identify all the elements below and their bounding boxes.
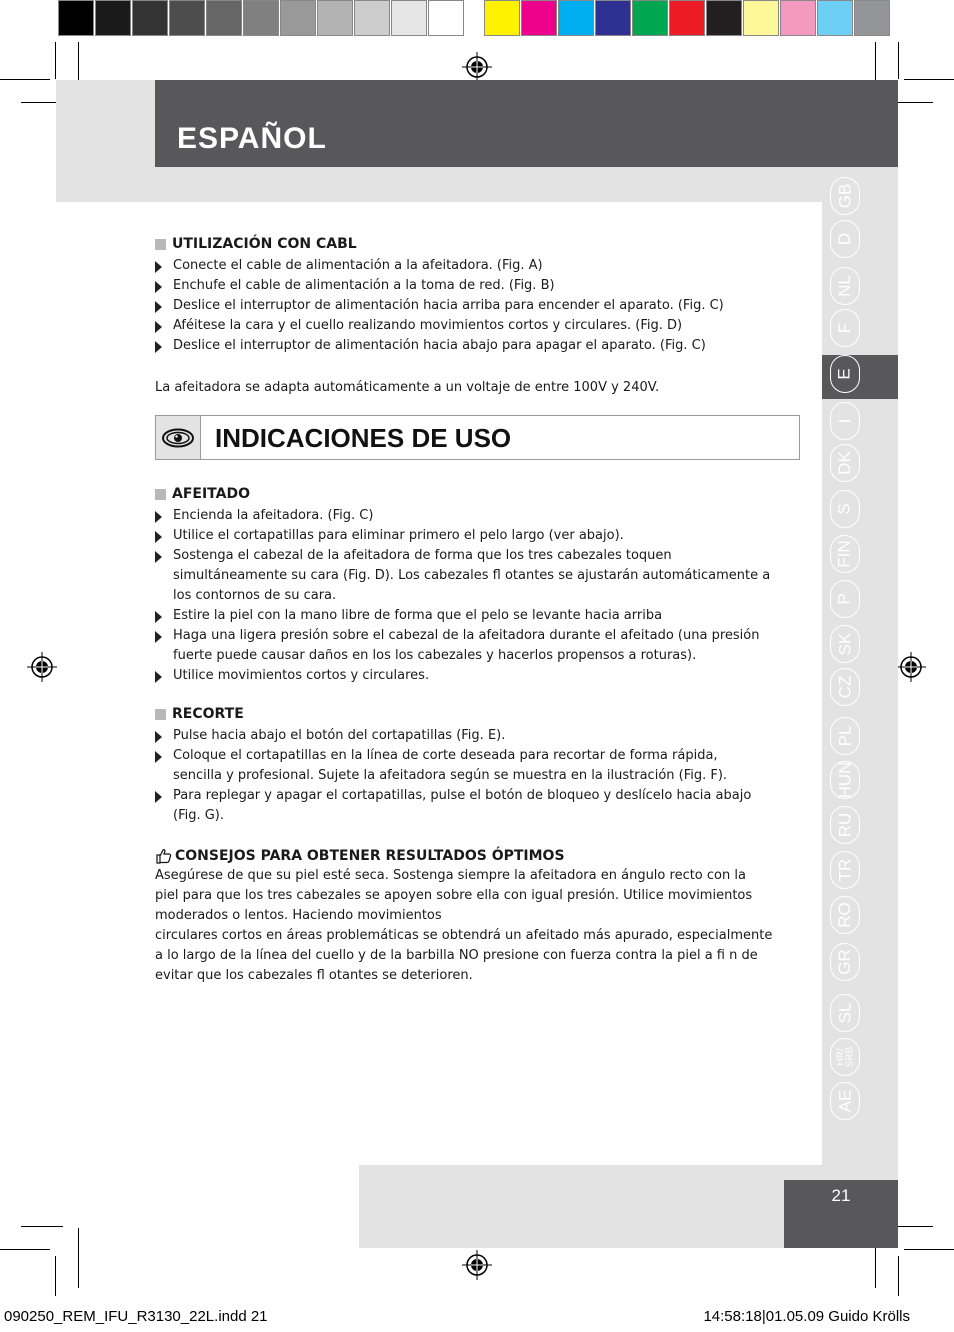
usage-heading: INDICACIONES DE USO [215,422,512,453]
color-swatch [132,0,168,36]
grey-color-bar [58,0,465,38]
list-item: Encienda la afeitadora. (Fig. C) [155,506,775,526]
list-item: Coloque el cortapatillas en la línea de corte deseada para recortar de forma rápida, sencilla y profesional. Sujete la afeitadora según se muestra en la ilustración (Fig. F). [155,746,765,786]
footer-timestamp: 14:58:18|01.05.09 Guido Krölls [703,1308,910,1325]
color-swatch [632,0,668,36]
language-tab-e: E [830,355,860,393]
crop-mark [55,42,56,79]
crop-mark [0,1249,50,1250]
color-swatch [280,0,316,36]
square-bullet-icon [155,489,166,500]
eye-icon [156,416,201,459]
color-swatch [391,0,427,36]
voltage-note: La afeitadora se adapta automáticamente a un voltaje de entre 100V y 240V. [155,380,660,395]
main-content [155,234,800,986]
color-swatch [243,0,279,36]
process-color-bar [484,0,891,38]
list-item: Pulse hacia abajo el botón del cortapatillas (Fig. E). [155,726,765,746]
trim-steps-list [155,726,765,826]
language-tab-i: I [830,402,860,440]
tips-line: moderados o lentos. Haciendo movimientos [155,908,442,923]
color-swatch [706,0,742,36]
color-swatch [558,0,594,36]
list-item: Estire la piel con la mano libre de forma que el pelo se levante hacia arriba [155,606,775,626]
language-tab-nl: NL [830,267,860,305]
section-heading-trim: RECORTE [155,704,800,724]
language-tab-dk: DK [830,444,860,482]
list-item: Enchufe el cable de alimentación a la toma de red. (Fig. B) [155,276,800,296]
color-swatch [743,0,779,36]
list-item: Conecte el cable de alimentación a la afeitadora. (Fig. A) [155,256,800,276]
language-tab-hun: HUN [830,761,860,799]
language-tab-sl: SL [830,994,860,1032]
usage-heading-box [155,415,800,460]
square-bullet-icon [155,709,166,720]
color-swatch [95,0,131,36]
crop-mark [21,1226,63,1227]
color-swatch [854,0,890,36]
color-swatch [595,0,631,36]
language-tab-p: P [830,580,860,618]
list-item: Sostenga el cabezal de la afeitadora de forma que los tres cabezales toquen simultáneamente su cara (Fig. D). Los cabezales fl otantes se ajustarán automáticamente a los contornos de su cara. [155,546,775,606]
language-tab-sk: SK [830,625,860,663]
color-swatch [206,0,242,36]
color-swatch [521,0,557,36]
language-tab-hr-srb: HR/ SRB [830,1038,860,1076]
crop-mark [904,79,954,80]
registration-mark-icon [462,1250,492,1280]
tips-line: circulares cortos en áreas problemáticas se obtendrá un afeitado más apurado, especialmente [155,928,773,943]
language-tab-f: F [830,309,860,347]
language-tab-ae: AE [830,1082,860,1120]
tips-line: Asegúrese de que su piel esté seca. Sostenga siempre la afeitadora en ángulo recto con la [155,868,746,883]
section-heading-cable: UTILIZACIÓN CON CABL [155,234,800,254]
language-tab-gb: GB [830,177,860,215]
language-tab-cz: CZ [830,668,860,706]
registration-mark-icon [462,52,492,82]
list-item: Deslice el interruptor de alimentación hacia abajo para apagar el aparato. (Fig. C) [155,336,800,356]
color-swatch [354,0,390,36]
list-item: Aféitese la cara y el cuello realizando movimientos cortos y circulares. (Fig. D) [155,316,800,336]
footer-file-info: 090250_REM_IFU_R3130_22L.indd 21 [4,1308,268,1325]
color-swatch [317,0,353,36]
color-swatch [669,0,705,36]
language-tab-tr: TR [830,851,860,889]
language-tab-s: S [830,490,860,528]
tips-line: evitar que los cabezales fl otantes se deterioren. [155,968,473,983]
crop-mark [898,42,899,79]
list-item: Utilice movimientos cortos y circulares. [155,666,775,686]
title-band [155,80,898,167]
list-item: Deslice el interruptor de alimentación hacia arriba para encender el aparato. (Fig. C) [155,296,800,316]
tips-line: piel para que los tres cabezales se apoyen sobre ella con igual presión. Utilice movimientos [155,888,753,903]
language-tab-ro: RO [830,896,860,934]
language-tab-ru: RU [830,806,860,844]
color-swatch [780,0,816,36]
thumbs-up-icon [155,848,173,864]
registration-mark-icon [27,652,57,682]
color-swatch [58,0,94,36]
color-swatch [817,0,853,36]
page-number: 21 [784,1180,898,1248]
tips-paragraph [155,866,800,986]
square-bullet-icon [155,239,166,250]
crop-mark [78,1228,79,1288]
language-tab-pl: PL [830,717,860,755]
color-swatch [428,0,464,36]
list-item: Utilice el cortapatillas para eliminar primero el pelo largo (ver abajo). [155,526,775,546]
shaving-steps-list [155,506,775,686]
registration-mark-icon [896,652,926,682]
cable-steps-list [155,256,800,356]
crop-mark [904,1249,954,1250]
language-tab-d: D [830,220,860,258]
section-heading-tips: CONSEJOS PARA OBTENER RESULTADOS ÓPTIMOS [155,846,800,866]
language-tab-gr: GR [830,943,860,981]
crop-mark [0,79,50,80]
color-swatch [169,0,205,36]
list-item: Para replegar y apagar el cortapatillas, pulse el botón de bloqueo y deslícelo hacia abajo (Fig. G). [155,786,765,826]
page-title: ESPAÑOL [177,122,327,155]
tips-line: a lo largo de la línea del cuello y de la barbilla NO presione con fuerza contra la piel a fi n de [155,948,758,963]
crop-mark [898,1256,899,1296]
color-swatch [484,0,520,36]
list-item: Haga una ligera presión sobre el cabezal de la afeitadora durante el afeitado (una presión fuerte puede causar daños en los los cabezales y hacerlos propensos a roturas). [155,626,775,666]
language-tab-fin: FIN [830,535,860,573]
section-heading-shaving: AFEITADO [155,484,800,504]
crop-mark [55,1256,56,1296]
